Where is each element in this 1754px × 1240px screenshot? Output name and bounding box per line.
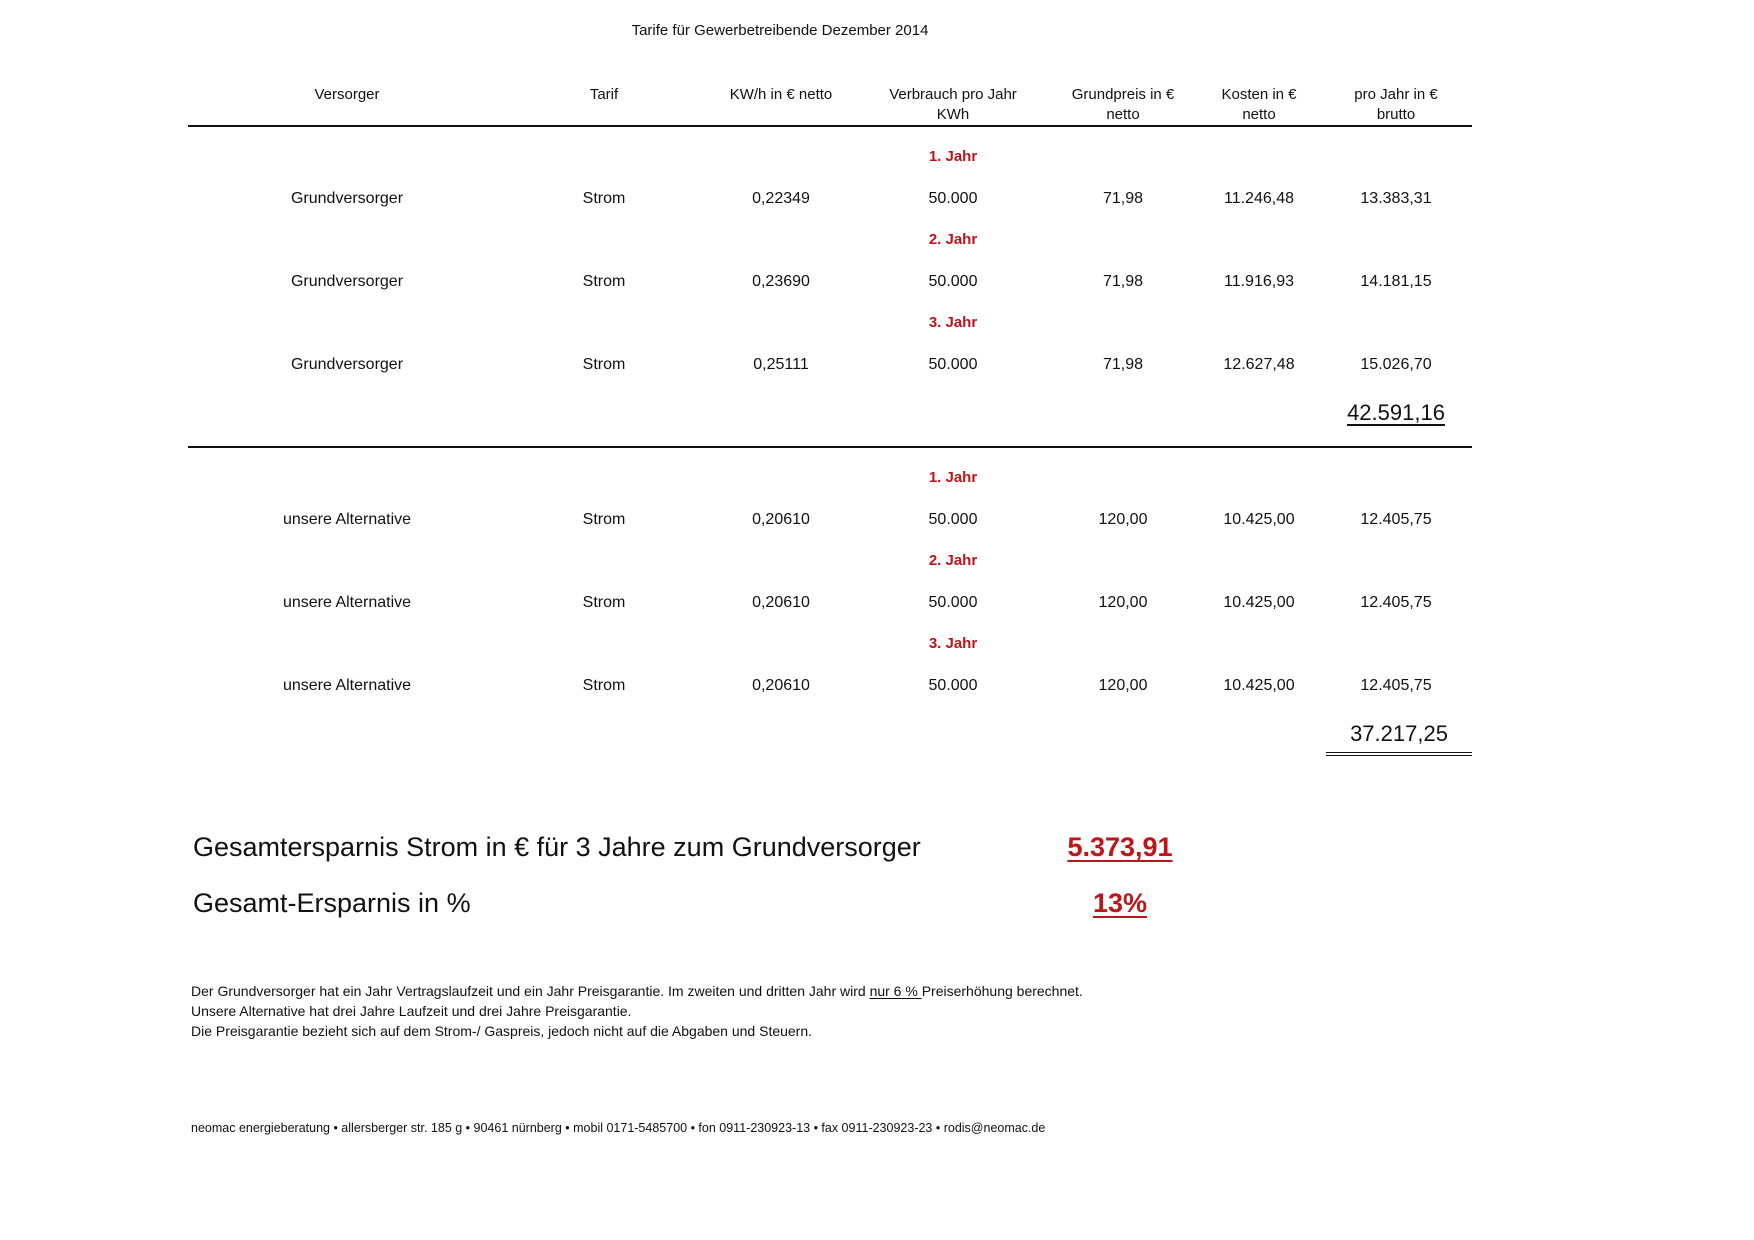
column-header-line: brutto	[1376, 106, 1416, 123]
column-header	[534, 85, 674, 105]
percent-label: Gesamt-Ersparnis in %	[193, 888, 471, 918]
table-cell: 12.405,75	[1360, 677, 1432, 694]
note-line-1	[191, 983, 1083, 999]
table-cell: 50.000	[928, 511, 978, 528]
column-header	[277, 85, 417, 105]
table-cell: Strom	[582, 677, 626, 694]
note-line-3: Die Preisgarantie bezieht sich auf dem Strom-/ Gaspreis, jedoch nicht auf die Abgaben und Steuern.	[191, 1023, 813, 1039]
table-cell: 0,25111	[753, 356, 809, 373]
table-cell: 0,20610	[752, 511, 810, 528]
table-cell: 50.000	[928, 677, 978, 694]
table-cell: Grundversorger	[290, 356, 404, 373]
table-cell: 50.000	[928, 594, 978, 611]
table-cell: Grundversorger	[290, 190, 404, 207]
column-header-line: netto	[1242, 106, 1276, 123]
table-cell: 71,98	[1102, 273, 1144, 290]
year-label: 3. Jahr	[928, 314, 978, 331]
year-label: 2. Jahr	[928, 552, 978, 569]
section-rule	[188, 125, 1472, 127]
table-cell: 0,20610	[752, 594, 810, 611]
table-cell: 50.000	[928, 356, 978, 373]
footer-contact: neomac energieberatung • allersberger str. 185 g • 90461 nürnberg • mobil 0171-5485700 • fon 0911-230923-13 • fax 0911-230923-23 • rodis@neomac.de	[191, 1121, 1046, 1135]
table-cell: 10.425,00	[1223, 594, 1295, 611]
table-cell: 0,20610	[752, 677, 810, 694]
table-cell: 0,23690	[752, 273, 810, 290]
year-label: 1. Jahr	[928, 148, 978, 165]
column-header-line: Grundpreis in €	[1071, 86, 1175, 103]
table-cell: Strom	[582, 273, 626, 290]
table-cell: 50.000	[928, 273, 978, 290]
table-cell: 120,00	[1098, 594, 1148, 611]
column-header-line: Kosten in €	[1221, 86, 1297, 103]
table-cell: unsere Alternative	[282, 594, 412, 611]
table-cell: 13.383,31	[1360, 190, 1432, 207]
table-cell: Strom	[582, 190, 626, 207]
note-underlined-text: nur 6 %	[869, 983, 922, 999]
savings-value: 5.373,91	[1067, 832, 1173, 862]
table-cell: 0,22349	[752, 190, 810, 207]
table-cell: 10.425,00	[1223, 677, 1295, 694]
column-header-line: netto	[1106, 106, 1140, 123]
savings-label: Gesamtersparnis Strom in € für 3 Jahre zum Grundversorger	[193, 832, 921, 862]
table-cell: 12.405,75	[1360, 511, 1432, 528]
table-cell: 71,98	[1102, 190, 1144, 207]
column-header-line: KW/h in € netto	[729, 86, 833, 103]
column-header-line: Tarif	[589, 86, 619, 103]
table-cell: Strom	[582, 356, 626, 373]
year-label: 1. Jahr	[928, 469, 978, 486]
table-cell: Grundversorger	[290, 273, 404, 290]
column-header-line: Versorger	[314, 86, 380, 103]
column-header	[883, 85, 1023, 125]
table-cell: unsere Alternative	[282, 677, 412, 694]
column-header	[711, 85, 851, 105]
note-line-1-end: Preiserhöhung berechnet.	[921, 983, 1083, 999]
table-cell: 11.916,93	[1224, 273, 1294, 290]
table-cell: 71,98	[1102, 356, 1144, 373]
year-label: 3. Jahr	[928, 635, 978, 652]
note-line-1-text: Der Grundversorger hat ein Jahr Vertragslaufzeit und ein Jahr Preisgarantie. Im zweiten und dritten Jahr wird	[191, 983, 870, 999]
section-rule	[188, 446, 1472, 448]
percent-value: 13%	[1092, 888, 1148, 918]
table-cell: 10.425,00	[1223, 511, 1295, 528]
table-cell: 15.026,70	[1360, 356, 1432, 373]
table-cell: 12.627,48	[1223, 356, 1295, 373]
year-label: 2. Jahr	[928, 231, 978, 248]
table-cell: 120,00	[1098, 511, 1148, 528]
table-cell: Strom	[582, 594, 626, 611]
table-cell: unsere Alternative	[282, 511, 412, 528]
table-cell: Strom	[582, 511, 626, 528]
column-header	[1189, 85, 1329, 125]
column-header	[1326, 85, 1466, 125]
table-cell: 14.181,15	[1360, 273, 1432, 290]
table-cell: 12.405,75	[1360, 594, 1432, 611]
table-cell: 11.246,48	[1224, 190, 1294, 207]
column-header-line: KWh	[936, 106, 970, 123]
page-title: Tarife für Gewerbetreibende Dezember 2014	[631, 22, 929, 39]
column-header	[1053, 85, 1193, 125]
column-header-line: Verbrauch pro Jahr	[889, 86, 1017, 103]
table-cell: 120,00	[1098, 677, 1148, 694]
section-total: 37.217,25	[1326, 721, 1472, 756]
note-line-2: Unsere Alternative hat drei Jahre Laufzeit und drei Jahre Preisgarantie.	[191, 1003, 632, 1019]
table-cell: 50.000	[928, 190, 978, 207]
section-total: 42.591,16	[1347, 400, 1445, 425]
column-header-line: pro Jahr in €	[1354, 86, 1438, 103]
